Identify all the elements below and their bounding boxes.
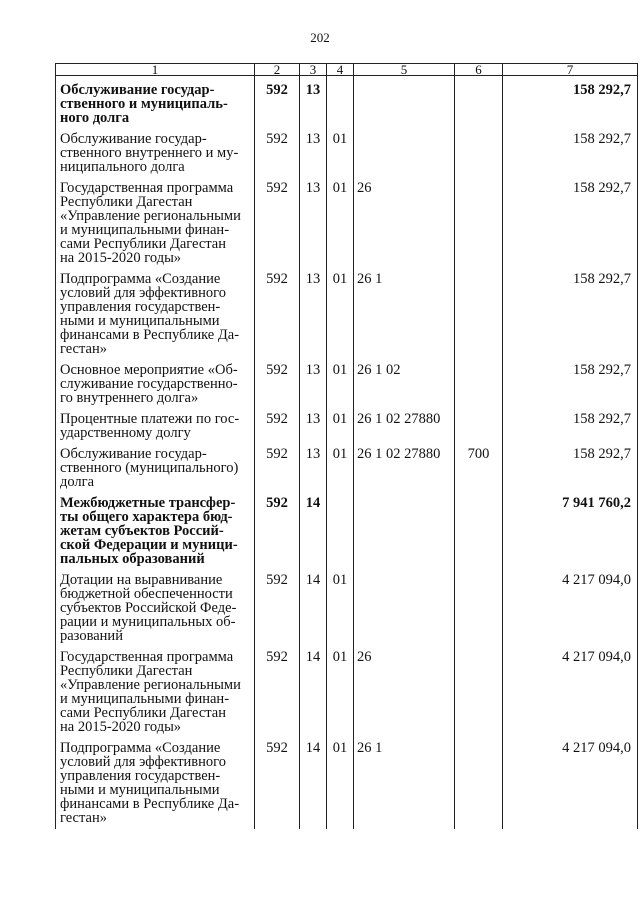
cell-subsection-code: 01 — [327, 566, 354, 643]
cell-section-code: 14 — [300, 734, 327, 829]
cell-target-article-code: 26 1 02 — [354, 356, 455, 405]
column-header: 7 — [503, 64, 638, 76]
cell-expense-type-code — [455, 356, 503, 405]
cell-expense-type-code — [455, 643, 503, 734]
cell-target-article-code: 26 1 — [354, 734, 455, 829]
table-body — [56, 76, 638, 830]
table-row — [56, 440, 638, 489]
cell-subsection-code: 01 — [327, 440, 354, 489]
cell-target-article-code: 26 — [354, 643, 455, 734]
cell-subsection-code: 01 — [327, 643, 354, 734]
cell-row-name: Государственная программа Республики Дагестан «Управление региональными и муниципальными финан- сами Республики Дагестан на 2015-2020 годы» — [56, 174, 255, 265]
table-row — [56, 174, 638, 265]
cell-row-name: Обслуживание государ- ственного и муниципаль- ного долга — [56, 76, 255, 126]
cell-expense-type-code — [455, 174, 503, 265]
budget-table — [55, 63, 638, 829]
cell-amount: 158 292,7 — [503, 265, 638, 356]
column-header: 3 — [300, 64, 327, 76]
cell-row-name: Государственная программа Республики Дагестан «Управление региональными и муниципальными финан- сами Республики Дагестан на 2015-2020 годы» — [56, 643, 255, 734]
cell-section-code: 13 — [300, 405, 327, 440]
cell-expense-type-code: 700 — [455, 440, 503, 489]
cell-admin-code: 592 — [255, 265, 300, 356]
cell-expense-type-code — [455, 405, 503, 440]
cell-target-article-code: 26 1 — [354, 265, 455, 356]
cell-section-code: 14 — [300, 489, 327, 566]
cell-subsection-code: 01 — [327, 356, 354, 405]
cell-admin-code: 592 — [255, 356, 300, 405]
cell-row-name: Дотации на выравнивание бюджетной обеспеченности субъектов Российской Феде- рации и муниципальных об- разований — [56, 566, 255, 643]
cell-admin-code: 592 — [255, 76, 300, 126]
cell-amount: 7 941 760,2 — [503, 489, 638, 566]
cell-admin-code: 592 — [255, 566, 300, 643]
cell-section-code: 13 — [300, 76, 327, 126]
cell-amount: 158 292,7 — [503, 76, 638, 126]
cell-amount: 158 292,7 — [503, 405, 638, 440]
cell-expense-type-code — [455, 566, 503, 643]
page-number: 202 — [310, 30, 330, 45]
cell-subsection-code: 01 — [327, 174, 354, 265]
column-header: 5 — [354, 64, 455, 76]
cell-expense-type-code — [455, 125, 503, 174]
table-row — [56, 566, 638, 643]
cell-row-name: Подпрограмма «Создание условий для эффективного управления государствен- ными и муниципальными финансами в Республике Да- гестан» — [56, 265, 255, 356]
cell-amount: 4 217 094,0 — [503, 643, 638, 734]
cell-row-name: Основное мероприятие «Об- служивание государственно- го внутреннего долга» — [56, 356, 255, 405]
cell-admin-code: 592 — [255, 440, 300, 489]
cell-target-article-code — [354, 566, 455, 643]
cell-expense-type-code — [455, 265, 503, 356]
cell-amount: 4 217 094,0 — [503, 566, 638, 643]
table-row — [56, 734, 638, 829]
table-row — [56, 643, 638, 734]
cell-amount: 158 292,7 — [503, 125, 638, 174]
cell-target-article-code: 26 1 02 27880 — [354, 405, 455, 440]
column-header: 2 — [255, 64, 300, 76]
cell-admin-code: 592 — [255, 174, 300, 265]
column-header: 6 — [455, 64, 503, 76]
cell-subsection-code: 01 — [327, 125, 354, 174]
cell-target-article-code — [354, 125, 455, 174]
table-header-row — [56, 64, 638, 76]
cell-admin-code: 592 — [255, 643, 300, 734]
cell-section-code: 13 — [300, 356, 327, 405]
cell-subsection-code — [327, 76, 354, 126]
cell-subsection-code: 01 — [327, 265, 354, 356]
table-row — [56, 356, 638, 405]
cell-admin-code: 592 — [255, 734, 300, 829]
cell-section-code: 14 — [300, 566, 327, 643]
cell-amount: 158 292,7 — [503, 356, 638, 405]
cell-admin-code: 592 — [255, 489, 300, 566]
cell-target-article-code — [354, 76, 455, 126]
cell-target-article-code: 26 — [354, 174, 455, 265]
cell-section-code: 14 — [300, 643, 327, 734]
cell-amount: 158 292,7 — [503, 174, 638, 265]
cell-section-code: 13 — [300, 440, 327, 489]
table-row — [56, 125, 638, 174]
cell-section-code: 13 — [300, 174, 327, 265]
cell-row-name: Обслуживание государ- ственного (муниципального) долга — [56, 440, 255, 489]
table-row — [56, 489, 638, 566]
cell-amount: 4 217 094,0 — [503, 734, 638, 829]
cell-row-name: Межбюджетные трансфер- ты общего характера бюд- жетам субъектов Россий- ской Федерации и муници- пальных образований — [56, 489, 255, 566]
cell-expense-type-code — [455, 489, 503, 566]
cell-amount: 158 292,7 — [503, 440, 638, 489]
column-header: 4 — [327, 64, 354, 76]
cell-expense-type-code — [455, 76, 503, 126]
cell-row-name: Процентные платежи по гос- ударственному долгу — [56, 405, 255, 440]
cell-admin-code: 592 — [255, 405, 300, 440]
cell-section-code: 13 — [300, 265, 327, 356]
cell-subsection-code: 01 — [327, 405, 354, 440]
cell-admin-code: 592 — [255, 125, 300, 174]
cell-subsection-code — [327, 489, 354, 566]
cell-section-code: 13 — [300, 125, 327, 174]
cell-subsection-code: 01 — [327, 734, 354, 829]
column-header: 1 — [56, 64, 255, 76]
table-row — [56, 265, 638, 356]
table-row — [56, 405, 638, 440]
cell-row-name: Обслуживание государ- ственного внутреннего и му- ниципального долга — [56, 125, 255, 174]
table-row — [56, 76, 638, 126]
cell-target-article-code — [354, 489, 455, 566]
cell-row-name: Подпрограмма «Создание условий для эффективного управления государствен- ными и муниципальными финансами в Республике Да- гестан» — [56, 734, 255, 829]
cell-target-article-code: 26 1 02 27880 — [354, 440, 455, 489]
cell-expense-type-code — [455, 734, 503, 829]
